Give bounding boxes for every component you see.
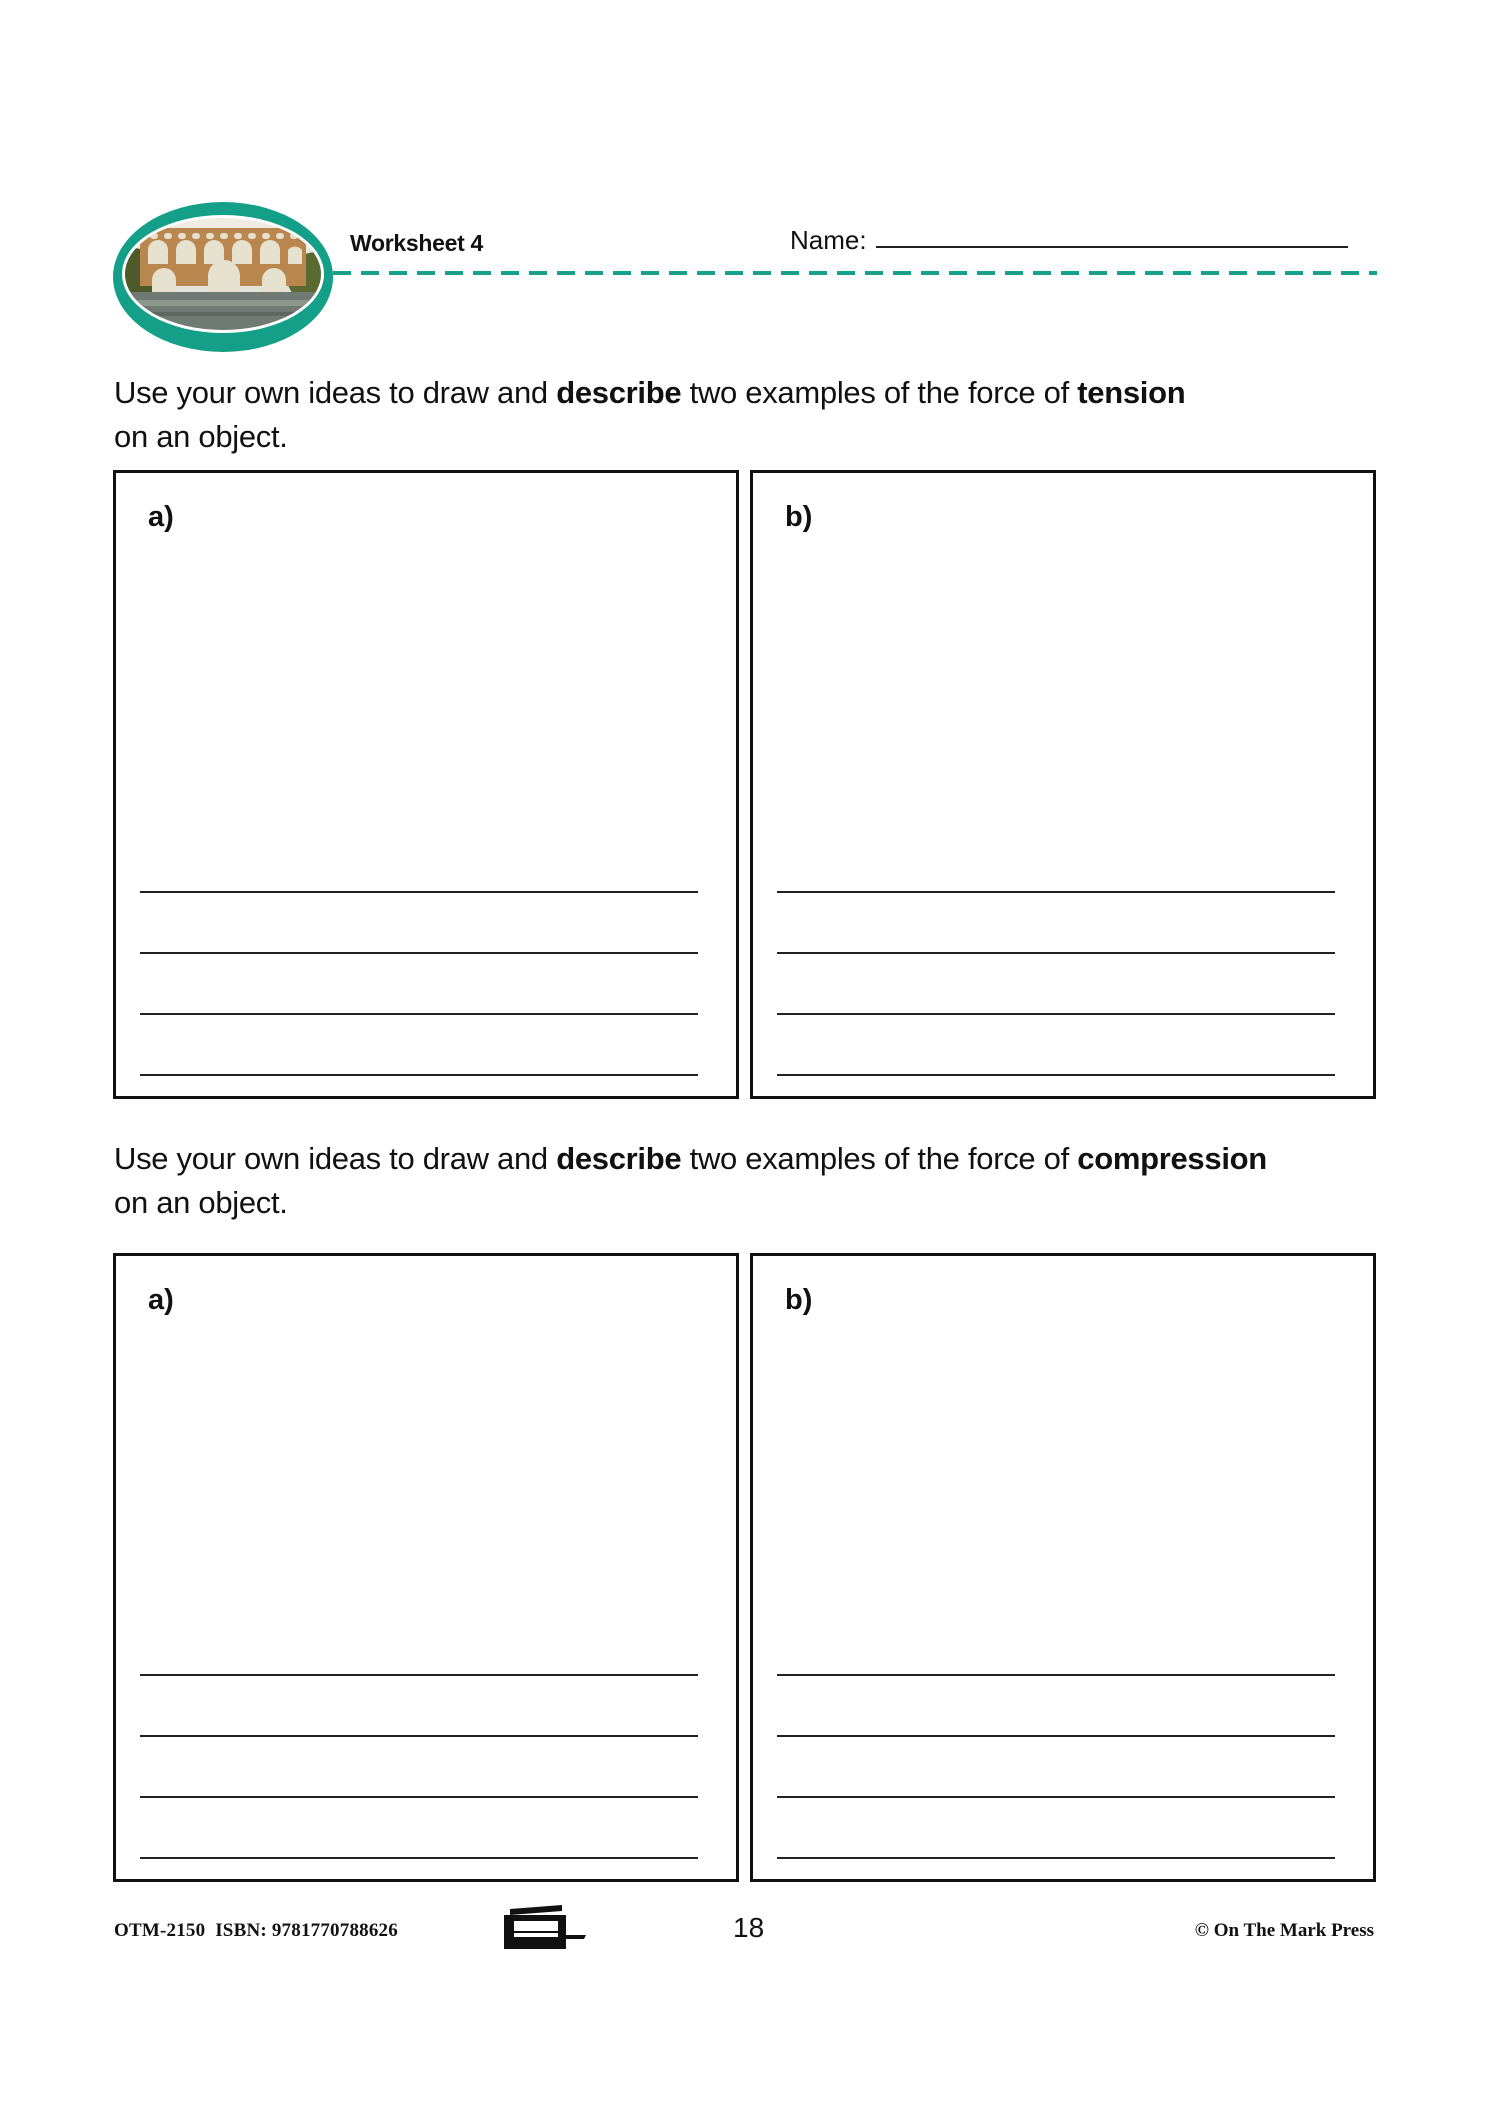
writing-line[interactable] [140, 1735, 698, 1737]
writing-line[interactable] [777, 1674, 1335, 1676]
writing-line[interactable] [777, 1013, 1335, 1015]
writing-line[interactable] [777, 952, 1335, 954]
instruction-part: Use your own ideas to draw [114, 375, 489, 410]
writing-line[interactable] [777, 1735, 1335, 1737]
page-number: 18 [733, 1912, 765, 1943]
footer-copyright: © On The Mark Press [1194, 1920, 1374, 1941]
writing-line[interactable] [777, 891, 1335, 893]
instruction-keyword: tension [1077, 375, 1186, 410]
photocopier-icon [500, 1905, 586, 1951]
writing-line[interactable] [140, 952, 698, 954]
box-label: b) [785, 501, 813, 533]
footer-code-isbn: OTM-2150 ISBN: 9781770788626 [114, 1920, 398, 1941]
name-input-line[interactable] [876, 246, 1348, 248]
instruction-compression [114, 1137, 1374, 1225]
instruction-part: two examples of the force of [681, 1141, 1078, 1176]
worksheet-title: Worksheet 4 [350, 230, 484, 256]
writing-line[interactable] [140, 891, 698, 893]
writing-line[interactable] [140, 1796, 698, 1798]
drawing-box-tension-a[interactable] [113, 470, 739, 1099]
writing-line[interactable] [777, 1074, 1335, 1076]
box-label: a) [148, 501, 174, 533]
drawing-box-compression-a[interactable] [113, 1253, 739, 1882]
writing-line[interactable] [140, 1074, 698, 1076]
instruction-keyword: compression [1077, 1141, 1267, 1176]
writing-line[interactable] [140, 1857, 698, 1859]
instruction-part: and [488, 1141, 557, 1176]
instruction-keyword: describe [556, 375, 682, 410]
drawing-box-tension-b[interactable] [750, 470, 1376, 1099]
instruction-part: two examples of the force of [681, 375, 1078, 410]
name-label: Name: [790, 225, 867, 255]
writing-line[interactable] [140, 1013, 698, 1015]
instruction-line2: on an object. [114, 1185, 288, 1220]
writing-line[interactable] [140, 1674, 698, 1676]
instruction-part: Use your own ideas to draw [114, 1141, 489, 1176]
writing-line[interactable] [777, 1796, 1335, 1798]
writing-line[interactable] [777, 1857, 1335, 1859]
drawing-box-compression-b[interactable] [750, 1253, 1376, 1882]
dashed-divider [333, 270, 1377, 276]
box-label: b) [785, 1284, 813, 1316]
instruction-tension [114, 371, 1374, 459]
instruction-part: and [488, 375, 557, 410]
box-label: a) [148, 1284, 174, 1316]
aqueduct-bridge-photo-icon [112, 200, 334, 354]
instruction-line2: on an object. [114, 419, 288, 454]
instruction-keyword: describe [556, 1141, 682, 1176]
